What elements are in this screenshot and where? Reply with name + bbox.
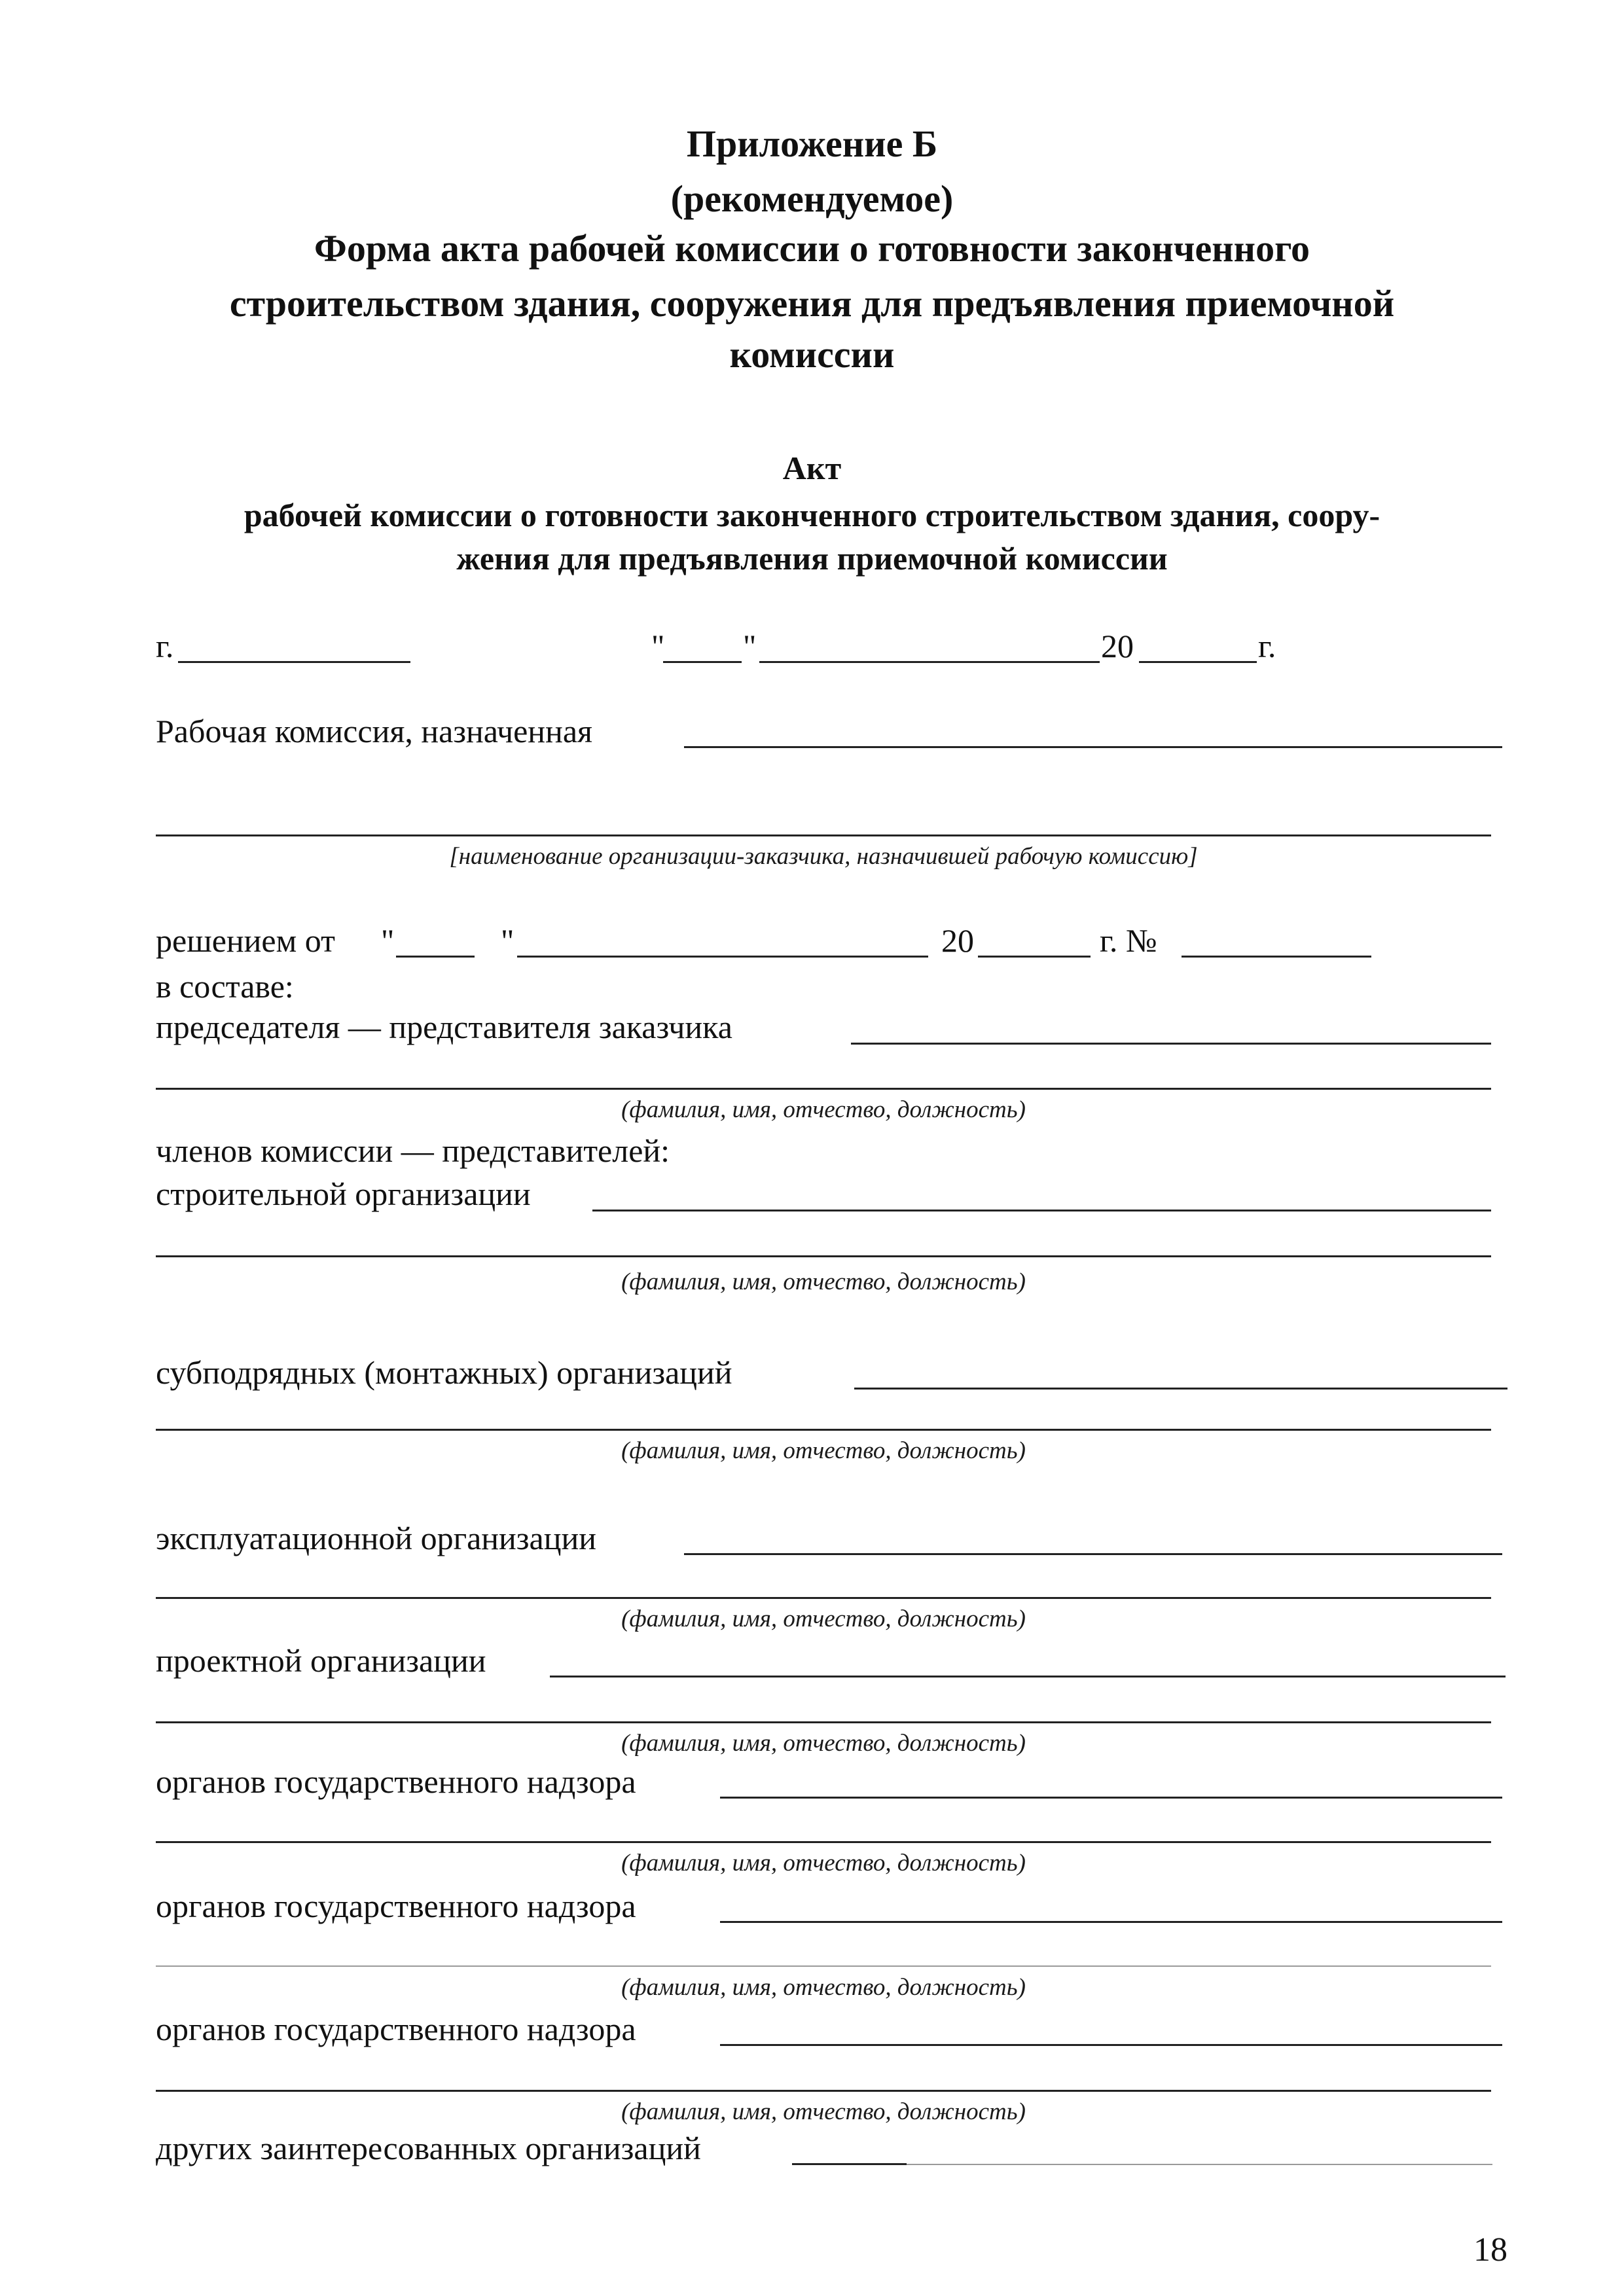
decision-quote-close: "	[501, 922, 514, 959]
construction-org-field[interactable]	[592, 1210, 1491, 1211]
decision-year-prefix: 20	[941, 922, 974, 959]
chairman-field[interactable]	[851, 1043, 1491, 1045]
section-label-operating: эксплуатационной организации	[156, 1520, 597, 1556]
other-organizations-field-faded[interactable]	[907, 2164, 1492, 2165]
chairman-field-continuation[interactable]	[156, 1088, 1491, 1090]
subcontracting-org-field-continuation[interactable]	[156, 1429, 1491, 1431]
decision-day-field[interactable]	[396, 956, 475, 958]
commission-appointed-label: Рабочая комиссия, назначенная	[156, 713, 593, 749]
form-title-line-3: комиссии	[729, 333, 895, 376]
form-title-line-2: строительством здания, сооружения для предъявления приемочной	[229, 282, 1395, 325]
decision-number-field[interactable]	[1182, 956, 1371, 958]
state-supervision-2-field[interactable]	[720, 1921, 1502, 1923]
appointed-by-field[interactable]	[684, 746, 1502, 748]
decision-year-field[interactable]	[978, 956, 1091, 958]
decision-quote-open: "	[381, 922, 395, 959]
state-supervision-3-field[interactable]	[720, 2044, 1502, 2046]
section-label-other-organizations: других заинтересованных организаций	[156, 2130, 701, 2166]
operating-org-field-continuation[interactable]	[156, 1597, 1491, 1599]
date-quote-open: "	[651, 628, 665, 664]
chairman-label: председателя — представителя заказчика	[156, 1009, 732, 1045]
section-label-state-supervision-3: органов государственного надзора	[156, 2011, 636, 2047]
form-title-line-1: Форма акта рабочей комиссии о готовности законченного	[314, 227, 1310, 270]
customer-organization-field[interactable]	[156, 834, 1491, 836]
year-field[interactable]	[1139, 661, 1257, 663]
design-org-caption: (фамилия, имя, отчество, должность)	[621, 1730, 1026, 1757]
state-supervision-2-field-continuation[interactable]	[156, 1965, 1491, 1967]
city-prefix: г.	[156, 628, 174, 664]
state-supervision-3-caption: (фамилия, имя, отчество, должность)	[621, 2098, 1026, 2125]
members-label: членов комиссии — представителей:	[156, 1132, 670, 1169]
year-prefix: 20	[1101, 628, 1134, 664]
date-quote-close: "	[743, 628, 757, 664]
state-supervision-3-field-continuation[interactable]	[156, 2090, 1491, 2092]
subcontracting-org-field[interactable]	[854, 1388, 1507, 1390]
year-suffix: г.	[1258, 628, 1276, 664]
state-supervision-2-caption: (фамилия, имя, отчество, должность)	[621, 1974, 1026, 2001]
other-organizations-field[interactable]	[792, 2163, 907, 2165]
state-supervision-1-field-continuation[interactable]	[156, 1841, 1491, 1843]
act-subtitle-line-1: рабочей комиссии о готовности законченного строительством здания, соору-	[244, 497, 1380, 533]
decision-month-field[interactable]	[517, 956, 928, 958]
design-org-field-continuation[interactable]	[156, 1721, 1491, 1723]
appendix-heading: Приложение Б	[686, 122, 938, 165]
section-label-state-supervision-2: органов государственного надзора	[156, 1888, 636, 1924]
city-field[interactable]	[178, 661, 410, 663]
act-subtitle-line-2: жения для предъявления приемочной комиссии	[456, 540, 1168, 577]
act-title: Акт	[782, 450, 842, 486]
page-number: 18	[1473, 2231, 1507, 2269]
section-label-design: проектной организации	[156, 1642, 486, 1679]
composition-label: в составе:	[156, 968, 294, 1005]
recommended-note: (рекомендуемое)	[670, 177, 954, 220]
operating-org-field[interactable]	[684, 1553, 1502, 1555]
state-supervision-1-caption: (фамилия, имя, отчество, должность)	[621, 1850, 1026, 1876]
month-field[interactable]	[759, 661, 1100, 663]
customer-organization-caption: [наименование организации-заказчика, назначившей рабочую комиссию]	[449, 843, 1198, 870]
section-label-state-supervision-1: органов государственного надзора	[156, 1763, 636, 1800]
section-label-construction: строительной организации	[156, 1175, 531, 1212]
decision-prefix: решением от	[156, 922, 335, 959]
day-field[interactable]	[663, 661, 742, 663]
design-org-field[interactable]	[550, 1676, 1506, 1677]
chairman-caption: (фамилия, имя, отчество, должность)	[621, 1096, 1026, 1123]
section-label-subcontracting: субподрядных (монтажных) организаций	[156, 1354, 732, 1391]
state-supervision-1-field[interactable]	[720, 1797, 1502, 1799]
operating-org-caption: (фамилия, имя, отчество, должность)	[621, 1605, 1026, 1632]
construction-org-field-continuation[interactable]	[156, 1255, 1491, 1257]
subcontracting-org-caption: (фамилия, имя, отчество, должность)	[621, 1437, 1026, 1464]
decision-number-label: г. №	[1100, 922, 1157, 959]
construction-org-caption: (фамилия, имя, отчество, должность)	[621, 1268, 1026, 1295]
